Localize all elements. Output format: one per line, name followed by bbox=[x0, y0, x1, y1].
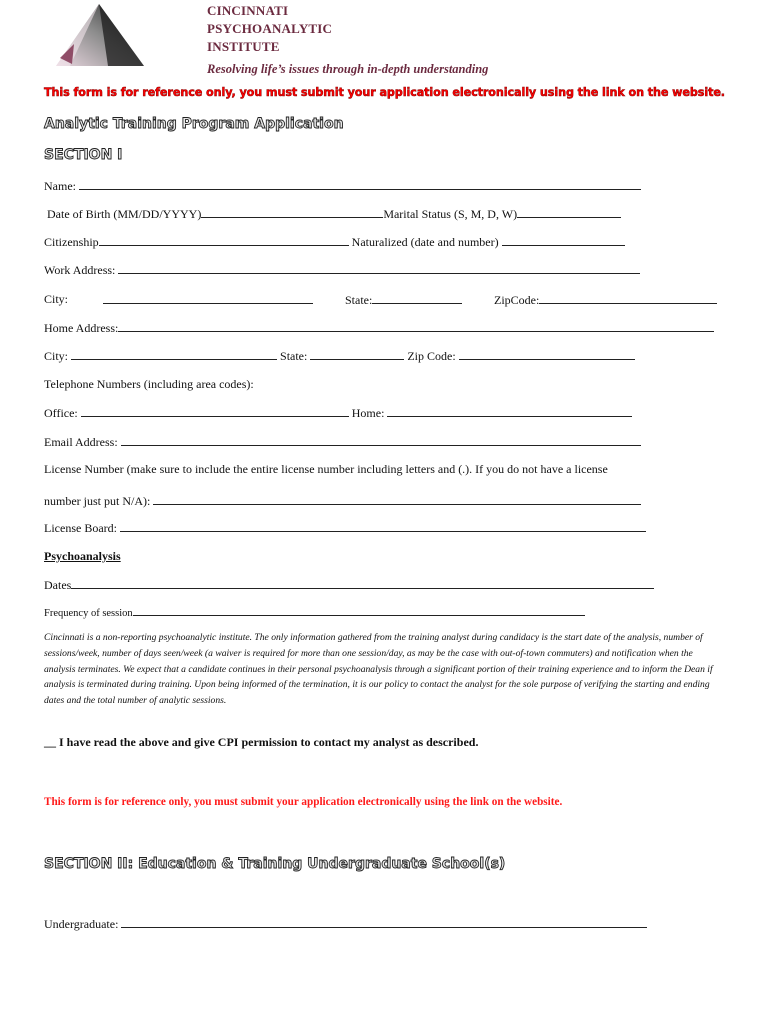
work-zip-label: ZipCode: bbox=[494, 293, 540, 307]
institute-name-line-2: PSYCHOANALYTIC bbox=[207, 21, 333, 36]
phone-row bbox=[44, 405, 632, 421]
marital-label: Marital Status (S, M, D, W) bbox=[383, 207, 518, 221]
reference-notice-mid: This form is for reference only, you must submit your application electronically using the link on the website. bbox=[44, 796, 563, 808]
reference-notice-top: This form is for reference only, you must submit your application electronically using the link on the website. bbox=[44, 86, 725, 99]
home-address-field[interactable] bbox=[118, 320, 714, 332]
home-city-field[interactable] bbox=[71, 348, 277, 360]
work-address-field[interactable] bbox=[118, 262, 640, 274]
dob-row bbox=[47, 206, 621, 222]
undergraduate-label: Undergraduate: bbox=[44, 917, 119, 931]
office-phone-field[interactable] bbox=[81, 405, 349, 417]
license-board-label: License Board: bbox=[44, 521, 117, 535]
home-address-row bbox=[44, 320, 714, 336]
form-title: Analytic Training Program Application bbox=[44, 116, 344, 132]
work-city-label: City: bbox=[44, 292, 69, 306]
section-2-title: SECTION II: Education & Training Undergraduate School(s) bbox=[44, 856, 506, 872]
license-number-label: number just put N/A): bbox=[44, 494, 151, 508]
frequency-field[interactable] bbox=[133, 604, 585, 616]
license-board-row bbox=[44, 520, 646, 536]
home-zip-field[interactable] bbox=[459, 348, 635, 360]
dates-label: Dates bbox=[44, 578, 72, 592]
citizenship-label: Citizenship bbox=[44, 235, 99, 249]
home-city-row bbox=[44, 348, 635, 364]
work-address-row bbox=[44, 262, 640, 278]
dob-field[interactable] bbox=[201, 206, 383, 218]
tagline: Resolving life’s issues through in-depth understanding bbox=[207, 62, 489, 76]
license-number-row bbox=[44, 493, 641, 509]
frequency-row bbox=[44, 604, 585, 619]
triangle-logo-icon bbox=[52, 2, 146, 68]
citizenship-field[interactable] bbox=[99, 234, 349, 246]
office-phone-label: Office: bbox=[44, 406, 78, 420]
home-phone-field[interactable] bbox=[387, 405, 632, 417]
frequency-label: Frequency of session bbox=[44, 608, 133, 619]
home-phone-label: Home: bbox=[351, 406, 385, 420]
section-1-title: SECTION I bbox=[44, 147, 123, 163]
email-row bbox=[44, 434, 641, 450]
institute-name-line-1: CINCINNATI bbox=[207, 3, 289, 18]
marital-field[interactable] bbox=[517, 206, 621, 218]
home-zip-label: Zip Code: bbox=[407, 349, 456, 363]
home-state-label: State: bbox=[280, 349, 308, 363]
naturalized-field[interactable] bbox=[502, 234, 625, 246]
home-city-label: City: bbox=[44, 349, 69, 363]
name-row bbox=[44, 178, 641, 194]
license-board-field[interactable] bbox=[120, 520, 646, 532]
home-state-field[interactable] bbox=[310, 348, 404, 360]
work-city-field[interactable] bbox=[103, 292, 313, 304]
name-label: Name: bbox=[44, 179, 76, 193]
email-field[interactable] bbox=[121, 434, 641, 446]
work-state-field[interactable] bbox=[372, 292, 462, 304]
policy-paragraph: Cincinnati is a non-reporting psychoanalytic institute. The only information gathered from the training analyst during candidacy is the start date of the analysis, number of sessions/week, number of days seen/week (a waiver is required for more than one session/day, as may be the case with out-of-town commuters) and notification when the analysis terminates. We expect that a candidate continues in their personal psychoanalysis through a significant portion of their training experience and to inform the Dean if analysis is terminated during training. Upon being informed of the termination, it is our policy to contact the analyst for the sole purpose of verifying the starting and ending dates and the total number of analytic sessions. bbox=[44, 632, 713, 707]
work-zip-field[interactable] bbox=[539, 292, 717, 304]
telephone-label: Telephone Numbers (including area codes): bbox=[44, 377, 254, 391]
license-number-field[interactable] bbox=[153, 493, 641, 505]
email-label: Email Address: bbox=[44, 435, 118, 449]
work-state-row bbox=[345, 292, 462, 308]
name-field[interactable] bbox=[79, 178, 641, 190]
work-state-label: State: bbox=[345, 293, 373, 307]
dates-field[interactable] bbox=[71, 577, 654, 589]
consent-statement[interactable]: __ I have read the above and give CPI permission to contact my analyst as described. bbox=[44, 735, 479, 749]
citizenship-row bbox=[44, 234, 625, 250]
undergraduate-field[interactable] bbox=[121, 916, 647, 928]
undergraduate-row bbox=[44, 916, 647, 932]
license-instruction: License Number (make sure to include the entire license number including letters and (.). If you do not have a license bbox=[44, 462, 608, 476]
naturalized-label: Naturalized (date and number) bbox=[351, 235, 499, 249]
dob-label: Date of Birth (MM/DD/YYYY) bbox=[47, 207, 202, 221]
institute-name-line-3: INSTITUTE bbox=[207, 39, 280, 54]
home-address-label: Home Address: bbox=[44, 321, 119, 335]
dates-row bbox=[44, 577, 654, 593]
psychoanalysis-heading: Psychoanalysis bbox=[44, 549, 121, 563]
work-zip-row bbox=[494, 292, 717, 308]
work-address-label: Work Address: bbox=[44, 263, 116, 277]
